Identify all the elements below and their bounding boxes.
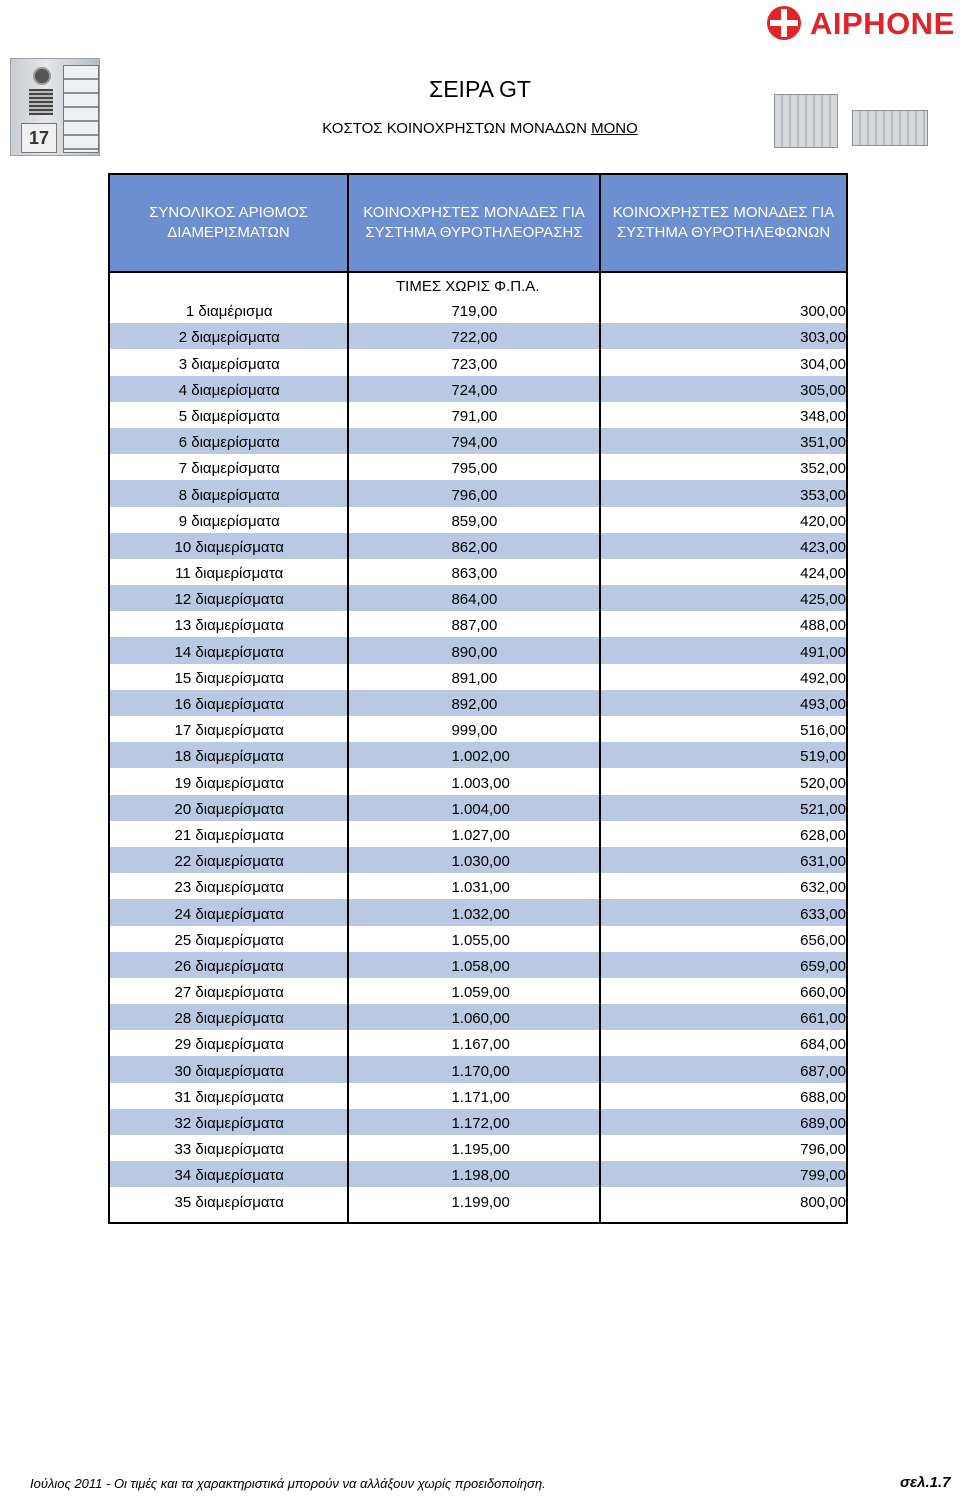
price-table [108, 173, 848, 1224]
apartments-cell: 15 διαμερίσματα [174, 669, 284, 687]
audio-price-cell: 520,00 [800, 774, 846, 792]
table-row [110, 323, 846, 349]
table-row [110, 690, 846, 716]
table-row [110, 742, 846, 768]
video-price-cell: 1.170,00 [451, 1062, 510, 1080]
table-row [110, 533, 846, 559]
video-price-cell: 796,00 [451, 486, 498, 504]
apartments-cell: 8 διαμερίσματα [178, 486, 280, 504]
apartments-cell: 1 διαμέρισμα [185, 303, 273, 321]
video-price-cell: 723,00 [451, 355, 498, 373]
apartments-cell: 27 διαμερίσματα [174, 984, 284, 1002]
table-rows [110, 297, 846, 1214]
table-row [110, 768, 846, 794]
video-price-cell: 892,00 [451, 696, 498, 713]
table-row [110, 637, 846, 663]
audio-price-cell: 353,00 [800, 486, 846, 504]
audio-price-cell: 684,00 [800, 1036, 846, 1054]
audio-price-cell: 493,00 [800, 696, 846, 713]
door-panel-image [10, 58, 100, 156]
audio-price-cell: 423,00 [800, 538, 846, 556]
page-number: σελ.1.7 [900, 1474, 951, 1491]
apartments-cell: 35 διαμερίσματα [174, 1193, 284, 1211]
header-audio-units: ΚΟΙΝΟΧΡΗΣΤΕΣ ΜΟΝΑΔΕΣ ΓΙΑ ΣΥΣΤΗΜΑ ΘΥΡΟΤΗΛΕΦΩΝΩΝ [612, 204, 835, 241]
subtitle-underlined: ΜΟΝΟ [591, 120, 638, 137]
apartments-cell: 5 διαμερίσματα [178, 407, 280, 425]
apartments-cell: 31 διαμερίσματα [174, 1088, 284, 1106]
audio-price-cell: 659,00 [800, 957, 846, 975]
table-row [110, 1083, 846, 1109]
apartments-cell: 17 διαμερίσματα [174, 722, 284, 740]
apartments-cell: 25 διαμερίσματα [174, 931, 284, 949]
apartments-cell: 24 διαμερίσματα [174, 905, 284, 923]
apartments-cell: 9 διαμερίσματα [178, 512, 280, 530]
video-price-cell: 1.031,00 [451, 879, 510, 897]
audio-price-cell: 656,00 [800, 931, 846, 949]
video-price-cell: 890,00 [451, 643, 498, 661]
table-body [110, 273, 846, 1222]
video-price-cell: 795,00 [451, 460, 498, 478]
table-row [110, 349, 846, 375]
table-row [110, 926, 846, 952]
audio-price-cell: 688,00 [800, 1088, 846, 1106]
apartments-cell: 22 διαμερίσματα [174, 853, 284, 871]
table-row [110, 428, 846, 454]
apartments-cell: 21 διαμερίσματα [174, 826, 284, 844]
vat-note: ΤΙΜΕΣ ΧΩΡΙΣ Φ.Π.Α. [396, 278, 540, 295]
video-price-cell: 1.060,00 [451, 1010, 510, 1028]
table-row [110, 1056, 846, 1082]
apartments-cell: 11 διαμερίσματα [175, 565, 284, 583]
table-row [110, 559, 846, 585]
video-price-cell: 1.059,00 [451, 984, 510, 1002]
table-row [110, 716, 846, 742]
audio-price-cell: 352,00 [800, 460, 846, 478]
subtitle-prefix: ΚΟΣΤΟΣ ΚΟΙΝΟΧΡΗΣΤΩΝ ΜΟΝΑΔΩΝ [322, 120, 592, 137]
apartments-cell: 16 διαμερίσματα [174, 696, 284, 713]
audio-price-cell: 303,00 [800, 329, 846, 347]
panel-number-plate: 17 [21, 123, 57, 153]
table-row [110, 1187, 846, 1213]
brand-name: AIPHONE [810, 6, 955, 41]
video-price-cell: 1.002,00 [451, 748, 510, 766]
audio-price-cell: 488,00 [800, 617, 846, 635]
table-row [110, 402, 846, 428]
audio-price-cell: 492,00 [800, 669, 846, 687]
table-row [110, 454, 846, 480]
audio-price-cell: 661,00 [800, 1010, 846, 1028]
video-price-cell: 1.058,00 [451, 957, 510, 975]
audio-price-cell: 516,00 [800, 722, 846, 740]
header-apartments: ΣΥΝΟΛΙΚΟΣ ΑΡΙΘΜΟΣ ΔΙΑΜΕΡΙΣΜΑΤΩΝ [110, 175, 349, 271]
apartments-cell: 3 διαμερίσματα [178, 355, 280, 373]
audio-price-cell: 491,00 [800, 643, 846, 661]
apartments-cell: 12 διαμερίσματα [174, 591, 284, 609]
page-title: ΣΕΙΡΑ GT [429, 76, 531, 102]
audio-price-cell: 351,00 [800, 434, 846, 452]
table-row [110, 297, 846, 323]
apartments-cell: 19 διαμερίσματα [174, 774, 284, 792]
video-price-cell: 864,00 [451, 591, 498, 609]
video-price-cell: 1.030,00 [451, 853, 510, 871]
table-row [110, 899, 846, 925]
audio-price-cell: 348,00 [800, 407, 846, 425]
video-price-cell: 891,00 [451, 669, 498, 687]
table-row [110, 376, 846, 402]
table-row [110, 585, 846, 611]
apartments-cell: 34 διαμερίσματα [174, 1167, 284, 1185]
table-row [110, 978, 846, 1004]
header-video-units: ΚΟΙΝΟΧΡΗΣΤΕΣ ΜΟΝΑΔΕΣ ΓΙΑ ΣΥΣΤΗΜΑ ΘΥΡΟΤΗΛΕΟΡΑΣΗΣ [349, 175, 601, 271]
video-price-cell: 1.167,00 [451, 1036, 510, 1054]
video-price-cell: 719,00 [451, 303, 498, 321]
apartments-cell: 10 διαμερίσματα [174, 538, 284, 556]
video-price-cell: 1.055,00 [451, 931, 510, 949]
table-row [110, 873, 846, 899]
apartments-cell: 14 διαμερίσματα [174, 643, 284, 661]
audio-price-cell: 799,00 [800, 1167, 846, 1185]
table-row [110, 847, 846, 873]
video-price-cell: 863,00 [451, 565, 498, 583]
video-price-cell: 859,00 [451, 512, 498, 530]
table-row [110, 1004, 846, 1030]
table-row [110, 1030, 846, 1056]
apartments-cell: 32 διαμερίσματα [174, 1115, 284, 1132]
audio-price-cell: 660,00 [800, 984, 846, 1002]
video-price-cell: 722,00 [451, 329, 498, 347]
table-row [110, 952, 846, 978]
audio-price-cell: 304,00 [800, 355, 846, 373]
video-price-cell: 1.172,00 [451, 1115, 510, 1132]
video-price-cell: 999,00 [451, 722, 498, 740]
video-price-cell: 791,00 [451, 407, 498, 425]
audio-price-cell: 424,00 [800, 565, 846, 583]
video-price-cell: 1.027,00 [451, 826, 510, 844]
table-row [110, 821, 846, 847]
apartments-cell: 30 διαμερίσματα [174, 1062, 284, 1080]
apartments-cell: 18 διαμερίσματα [174, 748, 284, 766]
audio-price-cell: 689,00 [800, 1115, 846, 1132]
video-price-cell: 1.032,00 [451, 905, 510, 923]
apartments-cell: 23 διαμερίσματα [174, 879, 284, 897]
table-row [110, 507, 846, 533]
table-row [110, 1109, 846, 1135]
audio-price-cell: 633,00 [800, 905, 846, 923]
video-price-cell: 862,00 [451, 538, 498, 556]
audio-price-cell: 420,00 [800, 512, 846, 530]
video-price-cell: 1.195,00 [451, 1141, 510, 1159]
page-subtitle [0, 120, 960, 137]
table-row [110, 611, 846, 637]
audio-price-cell: 300,00 [800, 303, 846, 321]
table-row [110, 795, 846, 821]
apartments-cell: 4 διαμερίσματα [178, 381, 280, 399]
audio-price-cell: 519,00 [800, 748, 846, 766]
apartments-cell: 7 διαμερίσματα [178, 460, 280, 478]
apartments-cell: 28 διαμερίσματα [174, 1010, 284, 1028]
apartments-cell: 2 διαμερίσματα [178, 329, 280, 347]
table-header [110, 175, 846, 273]
apartments-cell: 29 διαμερίσματα [174, 1036, 284, 1054]
audio-price-cell: 628,00 [800, 826, 846, 844]
audio-price-cell: 521,00 [800, 800, 846, 818]
video-price-cell: 1.199,00 [451, 1193, 510, 1211]
table-row [110, 1135, 846, 1161]
audio-price-cell: 631,00 [800, 853, 846, 871]
table-row [110, 664, 846, 690]
audio-price-cell: 796,00 [800, 1141, 846, 1159]
audio-price-cell: 800,00 [800, 1193, 846, 1211]
audio-price-cell: 632,00 [800, 879, 846, 897]
video-price-cell: 1.171,00 [451, 1088, 510, 1106]
apartments-cell: 13 διαμερίσματα [174, 617, 284, 635]
apartments-cell: 26 διαμερίσματα [174, 957, 284, 975]
apartments-cell: 20 διαμερίσματα [174, 800, 284, 818]
video-price-cell: 887,00 [451, 617, 498, 635]
apartments-cell: 6 διαμερίσματα [178, 434, 280, 452]
video-price-cell: 1.198,00 [451, 1167, 510, 1185]
video-price-cell: 1.004,00 [451, 800, 510, 818]
audio-price-cell: 425,00 [800, 591, 846, 609]
table-row [110, 480, 846, 506]
footer-disclaimer: Ιούλιος 2011 - Οι τιμές και τα χαρακτηριστικά μπορούν να αλλάξουν χωρίς προειδοποίηση. [30, 1476, 546, 1491]
table-row [110, 1161, 846, 1187]
audio-price-cell: 687,00 [800, 1062, 846, 1080]
video-price-cell: 1.003,00 [451, 774, 510, 792]
video-price-cell: 794,00 [451, 434, 498, 452]
apartments-cell: 33 διαμερίσματα [174, 1141, 284, 1159]
video-price-cell: 724,00 [451, 381, 498, 399]
audio-price-cell: 305,00 [800, 381, 846, 399]
